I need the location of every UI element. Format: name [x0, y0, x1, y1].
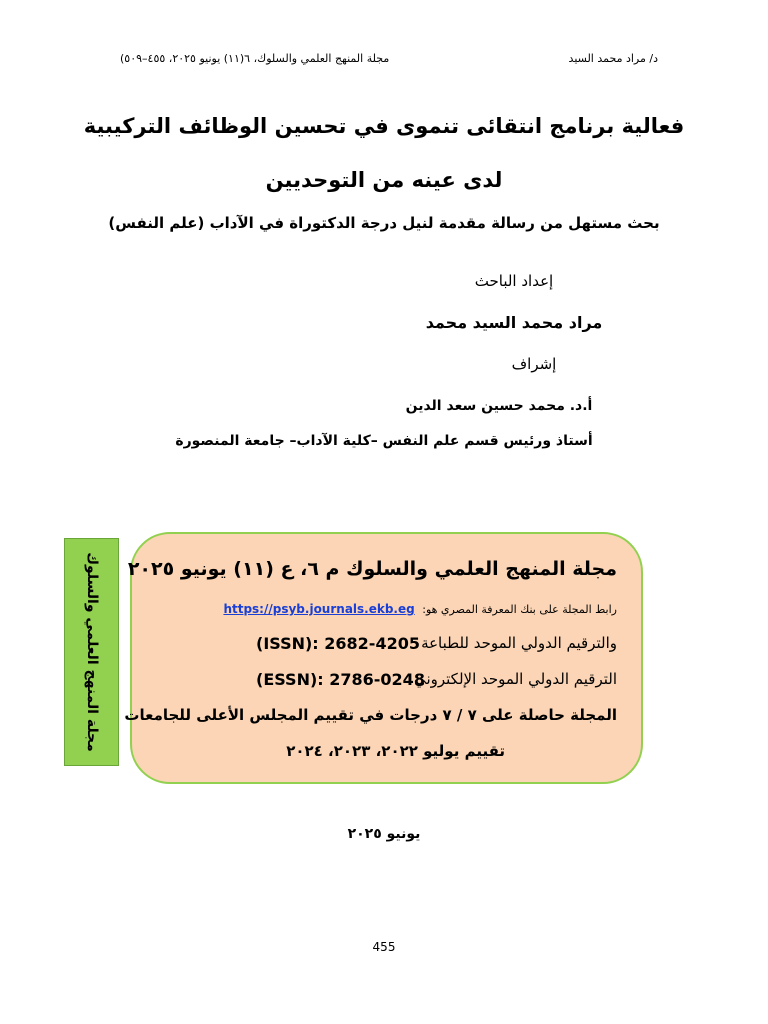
rating-line-1: المجلة حاصلة على ٧ / ٧ درجات في تقييم المجلس الأعلى للجامعات	[124, 706, 617, 724]
paper-title-line-1: فعالية برنامج انتقائى تنموى في تحسين الوظائف التركيبية	[83, 114, 685, 138]
journal-link[interactable]: https://psyb.journals.ekb.eg	[223, 602, 415, 616]
issn-label: والترقيم الدولي الموحد للطباعة	[421, 634, 617, 652]
essn-label: الترقيم الدولي الموحد الإلكتروني	[413, 670, 617, 688]
header-journal-reference: مجلة المنهج العلمي والسلوك، ٦(١١) يونيو ٢٠٢٥، ٤٥٥–٥٠٩)	[120, 52, 390, 65]
journal-info-box	[124, 532, 643, 784]
page-number: 455	[372, 940, 396, 954]
issn-code: (ISSN): 2682-4205	[256, 634, 420, 653]
supervisor-name: أ.د. محمد حسين سعد الدين	[405, 398, 593, 414]
journal-side-tab	[64, 538, 119, 766]
paper-subtitle: بحث مستهل من رسالة مقدمة لنيل درجة الدكتوراة في الآداب (علم النفس)	[108, 214, 660, 232]
paper-title-line-2: لدى عينه من التوحديين	[265, 168, 503, 192]
essn-code: (ESSN): 2786-0248	[256, 670, 425, 689]
rating-line-2: تقييم يوليو ٢٠٢٢، ٢٠٢٣، ٢٠٢٤	[286, 742, 505, 760]
journal-link-row	[156, 602, 617, 616]
researcher-name: مراد محمد السيد محمد	[425, 313, 603, 332]
side-tab-label: مجلة المنهج العلمي والسلوك	[83, 552, 100, 752]
running-header	[120, 52, 658, 72]
journal-link-label: رابط المجلة على بنك المعرفة المصري هو:	[422, 603, 617, 616]
prepared-by-label: إعداد الباحث	[474, 272, 554, 290]
supervision-label: إشراف	[511, 355, 557, 373]
journal-box-title: مجلة المنهج العلمي والسلوك م ٦، ع (١١) يونيو ٢٠٢٥	[127, 558, 617, 580]
publication-date: يونيو ٢٠٢٥	[347, 826, 421, 842]
supervisor-title: أستاذ ورئيس قسم علم النفس –كلية الآداب– جامعة المنصورة	[175, 433, 593, 449]
header-author: د/ مراد محمد السيد	[568, 52, 658, 65]
